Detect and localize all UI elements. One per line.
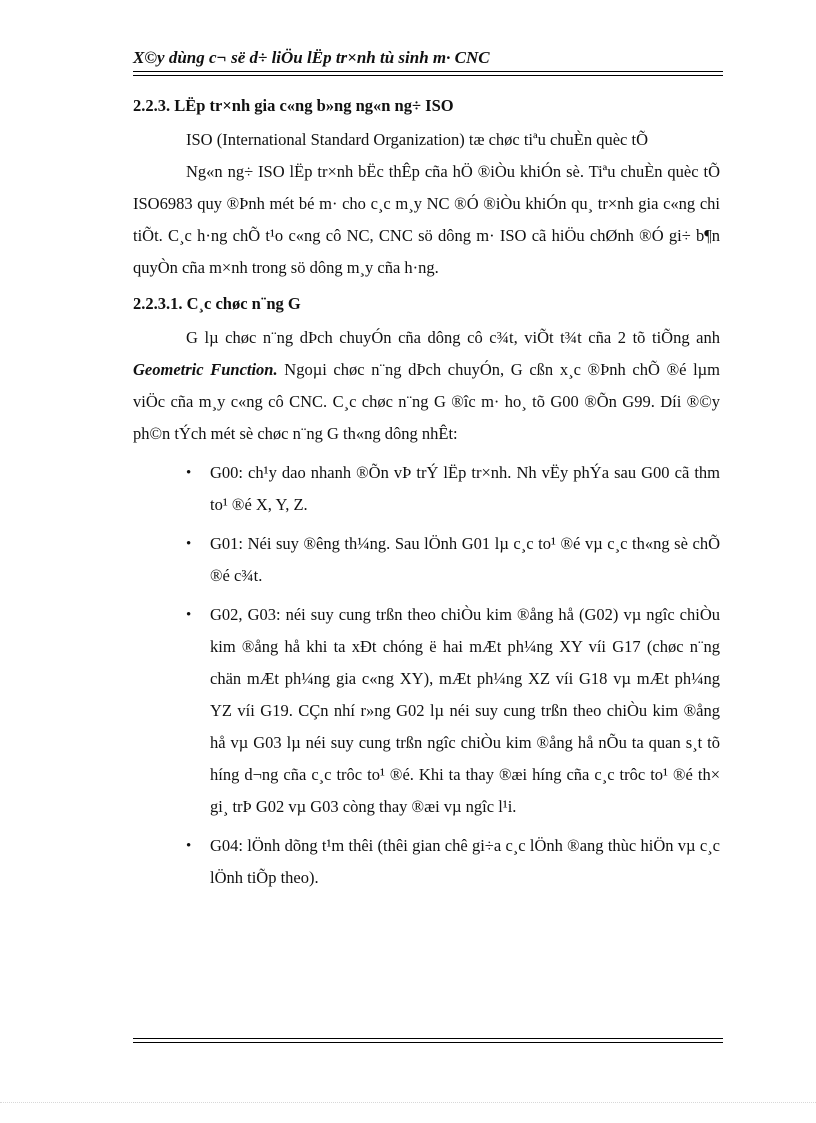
paragraph-g-functions-before: G lµ chøc n¨ng dÞch chuyÓn cña dông cô c¾t, viÕt t¾t cña 2 tõ tiÕng anh — [186, 328, 720, 347]
footer-rule-bottom — [133, 1042, 723, 1043]
section-heading: 2.2.3. LËp tr×nh gia c«ng b»ng ng«n ng÷ ISO — [133, 96, 454, 115]
list-item-text: G01: Néi suy ®êng th¼ng. Sau lÖnh G01 lµ c¸c to¹ ®é vµ c¸c th«ng sè chÕ ®é c¾t. — [210, 534, 720, 585]
paragraph-iso-language: Ng«n ng÷ ISO lËp tr×nh bËc thÊp cña hÖ ®iÒu khiÓn sè. Tiªu chuÈn quèc tÕ ISO6983 quy ®Þnh mét bé m· cho c¸c m¸y NC ®Ó ®iÒu khiÓn qu¸ tr×nh gia c«ng chi tiÕt. C¸c h·ng chÕ t¹o c«ng cô NC, CNC sö dông m· ISO cã hiÖu chØnh ®Ó gi÷ b¶n quyÒn cña m×nh trong sö dông m¸y cña h·ng. — [133, 162, 720, 277]
list-item-g01 — [133, 528, 720, 592]
page-edge-line — [0, 1102, 816, 1103]
page-header-title: X©y dùng c¬ së d÷ liÖu lËp tr×nh tù sinh m· CNC — [133, 48, 490, 67]
list-item-text: G00: ch¹y dao nhanh ®Õn vÞ trÝ lËp tr×nh. Nh vËy phÝa sau G00 cã thm to¹ ®é X, Y, Z. — [210, 463, 720, 514]
list-item-text: G02, G03: néi suy cung trßn theo chiÒu kim ®ång hå (G02) vµ ngîc chiÒu kim ®ång hå khi ta xÐt chóng ë hai mÆt ph¼ng XY víi G17 (chøc n¨ng chän mÆt ph¼ng gia c«ng XY), mÆt ph¼ng XZ víi G18 vµ mÆt ph¼ng YZ víi G19. CÇn nhí r»ng G02 lµ néi suy cung trßn theo chiÒu kim ®ång hå vµ G03 lµ néi suy cung trßn ngîc chiÒu kim ®ång hå nÕu ta quan s¸t tõ híng d¬ng cña c¸c trôc to¹ ®é. Khi ta thay ®æi híng cña c¸c trôc to¹ ®é th× gi¸ trÞ G02 vµ G03 còng thay ®æi vµ ngîc l¹i. — [210, 605, 720, 816]
footer-rule-top — [133, 1038, 723, 1039]
bullet-icon: • — [186, 607, 192, 623]
list-item-g04 — [133, 830, 720, 894]
bullet-icon: • — [186, 536, 192, 552]
g-code-list — [133, 457, 720, 894]
bullet-icon: • — [186, 465, 192, 481]
header-rule-bottom — [133, 75, 723, 76]
subsection-heading: 2.2.3.1. C¸c chøc n¨ng G — [133, 294, 301, 313]
page-body — [133, 88, 720, 894]
paragraph-g-functions-after: Ngoµi chøc n¨ng dÞch chuyÓn, G cßn x¸c ®Þnh chÕ ®é lµm viÖc cña m¸y c«ng cô CNC. C¸c chøc n¨ng G ®îc m· ho¸ tõ G00 ®Õn G99. Díi ®©y ph©n tÝch mét sè chøc n¨ng G th«ng dông nhÊt: — [133, 360, 720, 443]
list-item-text: G04: lÖnh dõng t¹m thêi (thêi gian chê gi÷a c¸c lÖnh ®ang thùc hiÖn vµ c¸c lÖnh tiÕp theo). — [210, 836, 720, 887]
bullet-icon: • — [186, 838, 192, 854]
geometric-function-term: Geometric Function. — [133, 360, 278, 379]
paragraph-iso-definition: ISO (International Standard Organization) tæ chøc tiªu chuÈn quèc tÕ — [186, 130, 648, 149]
header-rule-top — [133, 71, 723, 72]
list-item-g00 — [133, 457, 720, 521]
paragraph-g-functions — [133, 322, 720, 450]
list-item-g02-g03 — [133, 599, 720, 823]
